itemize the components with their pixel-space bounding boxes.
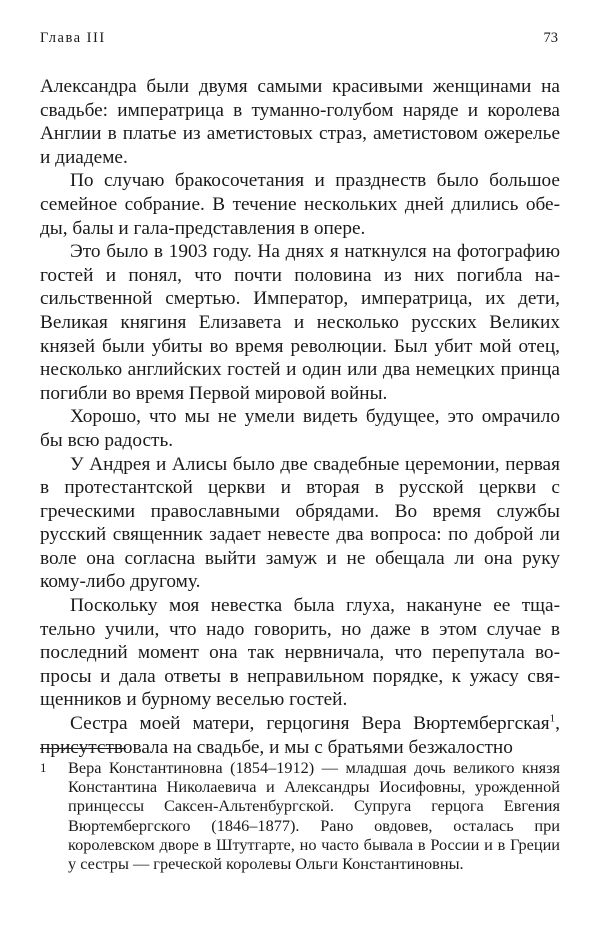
paragraph: Это было в 1903 году. На днях я наткнулся на фотографию гостей и понял, что почти половина из них погибла насильственной смертью. Император, императрица, их дети, Великая княгиня Елизавета и несколько русских Великих князей были убиты во время революции. Был убит мой отец, несколько английских гостей и один или два немецких принца погибли во время Первой мировой войны.	[40, 241, 560, 404]
chapter-running-head: Глава III	[40, 30, 106, 46]
paragraph: У Андрея и Алисы было две свадебные церемонии, первая в протестантской церкви и вторая в русской церкви с греческими православными обрядами. Во время службы русский священник задает невесте два вопроса: по доброй ли воле она согласна выйти замуж и не обещала ли она руку кому-либо другому.	[40, 453, 560, 593]
paragraph-last	[40, 712, 560, 759]
footnote-text: Вера Константиновна (1854–1912) — младшая дочь великого князя Константина Николаевича и Александры Иосифовны, урожденной принцессы Саксен-Альтенбургской. Супруга герцога Евгения Вюртембергского (1846–1877). Рано овдовев, осталась при королевском дворе в Штутгарте, но часто бывала в России и в Греции у сестры — греческой королевы Ольги Константиновны.	[68, 758, 560, 874]
paragraph-text: , присутствовала на свадьбе, и мы с братьями безжалостно	[40, 713, 560, 758]
paragraph: Александра были двумя самыми красивыми женщинами на свадьбе: императрица в туманно-голубом наряде и королева Англии в платье из аметистовых страз, аметистовом ожерелье и диадеме.	[40, 76, 560, 168]
paragraph: По случаю бракосочетания и празднеств было большое семейное собрание. В течение нескольких дней длились обеды, балы и гала-представления в опере.	[40, 170, 560, 239]
paragraph: Хорошо, что мы не умели видеть будущее, это омрачило бы всю радость.	[40, 406, 560, 451]
main-text	[40, 75, 560, 759]
paragraph-text: Сестра моей матери, герцогиня Вера Вюртембергская	[70, 713, 550, 735]
footnote	[40, 758, 560, 873]
footnote-divider	[40, 748, 126, 749]
footnote-reference[interactable]: 1	[549, 712, 556, 725]
footnote-number: 1	[40, 760, 47, 775]
paragraph: Поскольку моя невестка была глуха, накануне ее тщательно учили, что надо говорить, но даже в этом случае в последний момент она так нервничала, что перепутала вопросы и дала ответы в неправильном порядке, к ужасу священников и бурному веселью гостей.	[40, 595, 560, 711]
page-number: 73	[543, 30, 558, 46]
